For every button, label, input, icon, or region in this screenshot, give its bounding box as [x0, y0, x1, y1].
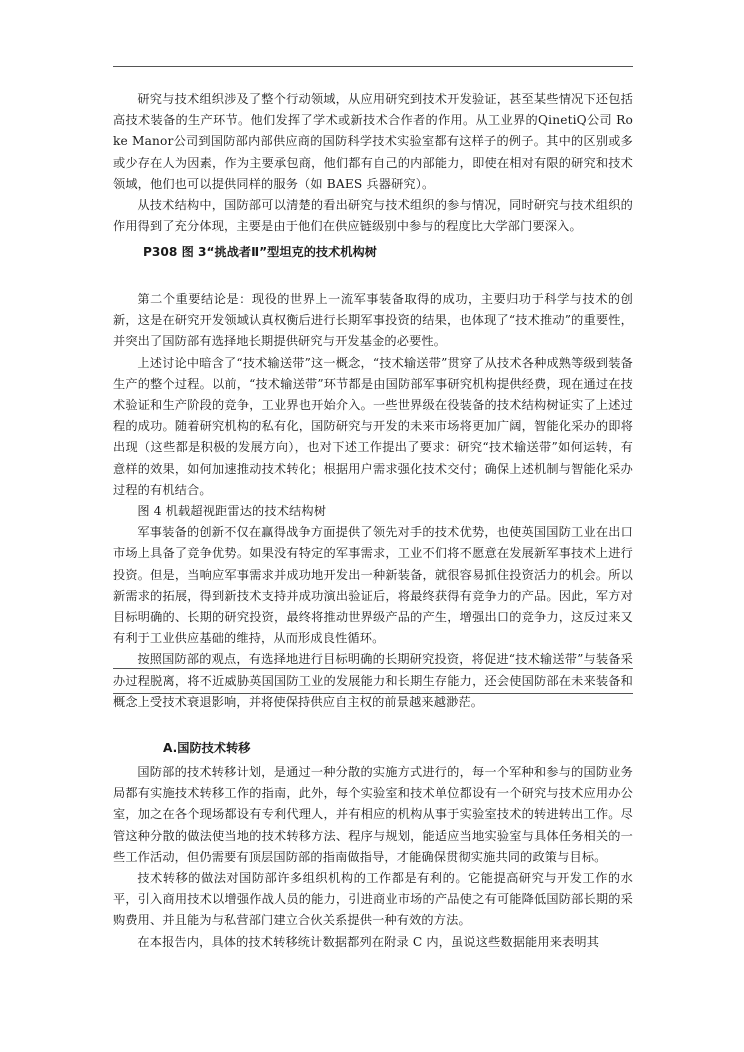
paragraph: 研究与技术组织涉及了整个行动领域，从应用研究到技术开发验证，甚至某些情况下还包括高技术装备的生产环节。他们发挥了学术或新技术合作者的作用。从工业界的QinetiQ公司 Roke Manor公司到国防部内部供应商的国防科学技术实验室都有这样子的例子。其中的区别或多或少存在人为因素，作为主要承包商，他们都有自己的内部能力，即使在相对有限的研究和技术领域，他们也可以提供同样的服务（如 BAES 兵器研究）。	[113, 92, 633, 191]
section2-text	[113, 289, 633, 713]
middle-rule-1	[113, 668, 633, 669]
paragraph: 技术转移的做法对国防部许多组织机构的工作都是有利的。它能提高研究与开发工作的水平，引入商用技术以增强作战人员的能力，引进商业市场的产品使之有可能降低国防部长期的采购费用、并且能为与私营部门建立合伙关系提供一种有效的方法。	[113, 871, 633, 928]
paragraph: 军事装备的创新不仅在赢得战争方面提供了领先对手的技术优势，也使英国国防工业在出口市场上具备了竞争优势。如果没有特定的军事需求，工业不们将不愿意在发展新军事技术上进行投资。但是，当响应军事需求并成功地开发出一种新装备，就很容易抓住投资活力的机会。所以新需求的拓展，得到新技术支持并成功演出验证后，将最终获得有竞争力的产品。因此，军方对目标明确的、长期的研究投资，最终将推动世界级产品的产生，增强出口的竞争力，这反过来又有利于工业供应基础的维持，从而形成良性循环。	[113, 525, 633, 646]
section1-text	[113, 89, 633, 237]
paragraph: 从技术结构中，国防部可以清楚的看出研究与技术组织的参与情况，同时研究与技术组织的作用得到了充分体现，主要是由于他们在供应链级别中参与的程度比大学部门要深入。	[113, 198, 633, 234]
figure-4-caption: 图 4 机载超视距雷达的技术结构树	[137, 504, 327, 519]
figure-3-caption: P308 图 3“挑战者Ⅱ”型坦克的技术机构树	[143, 245, 377, 259]
section3-text	[113, 762, 633, 953]
top-rule	[113, 66, 633, 67]
paragraph: 国防部的技术转移计划，是通过一种分散的实施方式进行的，每一个军种和参与的国防业务局都有实施技术转移工作的指南，此外，每个实验室和技术单位都设有一个研究与技术应用办公室，加之在各个现场都设有专利代理人，并有相应的机构从事于实验室技术的转进转出工作。尽管这种分散的做法使当地的技术转移方法、程序与规划，能适应当地实验室与具体任务相关的一些工作活动，但仍需要有顶层国防部的指南做指导，才能确保贯彻实施共同的政策与目标。	[113, 765, 633, 864]
section-heading: A.国防技术转移	[163, 741, 251, 755]
paragraph: 第二个重要结论是：现役的世界上一流军事装备取得的成功，主要归功于科学与技术的创新，这是在研究开发领域认真权衡后进行长期军事投资的结果，也体现了“技术推动”的重要性，并突出了国防部有选择地长期提供研究与开发基金的必要性。	[113, 292, 633, 349]
paragraph: 按照国防部的观点，有选择地进行目标明确的长期研究投资，将促进“技术输送带”与装备采办过程脱离，将不近威胁英国国防工业的发展能力和长期生存能力，还会使国防部在未来装备和概念上受技术衰退影响，并将使保持供应自主权的前景越来越渺茫。	[113, 652, 633, 709]
paragraph: 在本报告内，具体的技术转移统计数据都列在附录 C 内，虽说这些数据能用来表明其	[137, 934, 600, 949]
middle-rule-2	[113, 693, 633, 694]
paragraph: 上述讨论中暗含了“技术输送带”这一概念，“技术输送带”贯穿了从技术各种成熟等级到装备生产的整个过程。以前，“技术输送带”环节都是由国防部军事研究机构提供经费，现在通过在技术验证和生产阶段的竞争，工业界也开始介入。一些世界级在役装备的技术结构树证实了上述过程的成功。随着研究机构的私有化，国防研究与开发的未来市场将更加广阔，智能化采办的即将出现（这些都是积极的发展方向），也对下述工作提出了要求：研究“技术输送带”如何运转，有意样的效果，如何加速推动技术转化；根据用户需求强化技术交付；确保上述机制与智能化采办过程的有机结合。	[113, 355, 633, 497]
